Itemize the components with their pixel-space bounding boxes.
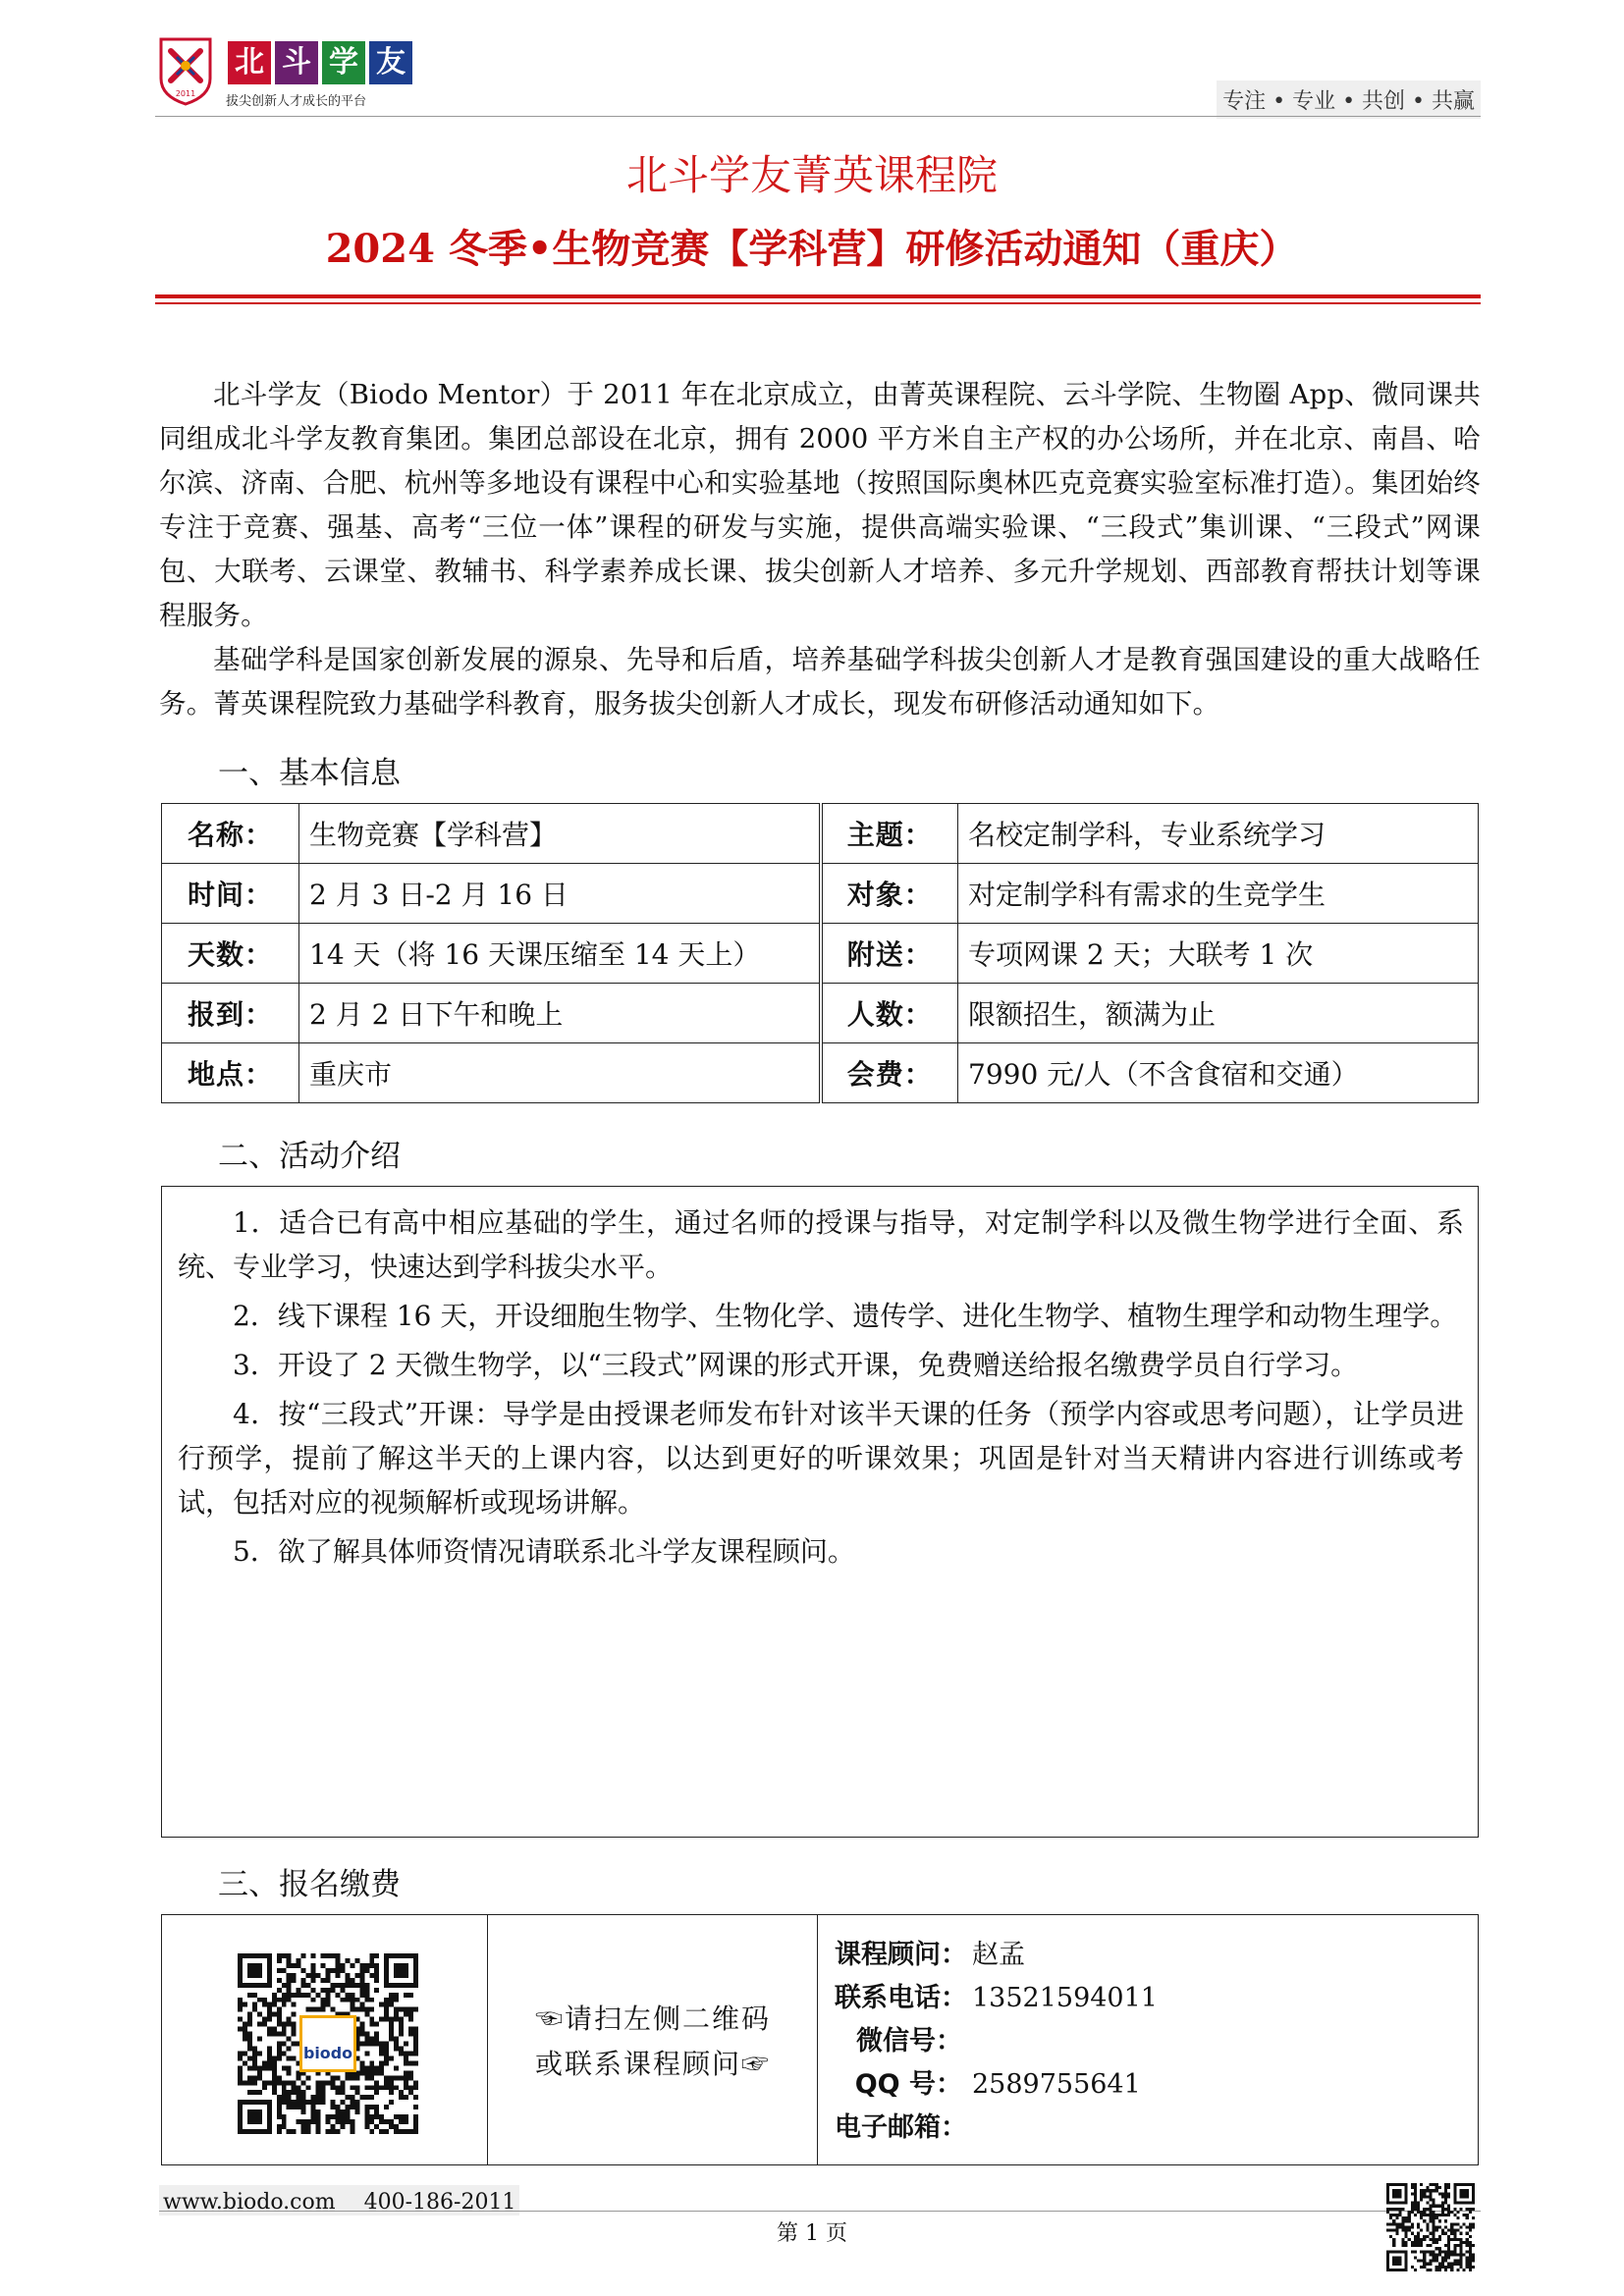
logo-char: 斗 [275, 41, 318, 84]
signup-qr-code-icon[interactable] [238, 1953, 418, 2134]
activity-item: 2．线下课程 16 天，开设细胞生物学、生物化学、遗传学、进化生物学、植物生理学和动物生理学。 [233, 1300, 1458, 1332]
page-number: 第 1 页 [777, 2221, 847, 2246]
logo [155, 31, 406, 110]
info-label: 会费： [821, 1043, 958, 1103]
info-label: 时间： [162, 864, 299, 924]
info-label: 名称： [162, 804, 299, 864]
scan-instruction [491, 1997, 815, 2087]
info-value: 生物竞赛【学科营】 [299, 804, 821, 864]
contact-qq [835, 2063, 1463, 2107]
section-heading-activity: 二、活动介绍 [218, 1139, 401, 1174]
info-value: 2 月 2 日下午和晚上 [299, 984, 821, 1043]
title-rule-thin [155, 302, 1481, 304]
info-label: 报到： [162, 984, 299, 1043]
footer-qr-code-icon[interactable] [1386, 2183, 1475, 2271]
footer-website-phone[interactable]: www.biodo.com 400-186-2011 [159, 2185, 519, 2216]
header-divider [155, 116, 1481, 117]
section-heading-signup: 三、报名缴费 [218, 1867, 401, 1902]
info-label: 地点： [162, 1043, 299, 1103]
logo-slogan: 拔尖创新人才成长的平台 [226, 94, 367, 109]
org-title: 北斗学友菁英课程院 [625, 151, 998, 199]
document-title: 2024 冬季•生物竞赛【学科营】研修活动通知（重庆） [325, 226, 1299, 272]
phone-number[interactable]: 13521594011 [972, 1983, 1158, 2013]
logo-year: 2011 [175, 89, 196, 98]
table-row [162, 984, 1479, 1043]
info-label: 人数： [821, 984, 958, 1043]
info-label: 附送： [821, 924, 958, 984]
contact-label: 电子邮箱： [835, 2112, 967, 2143]
basic-info-table [161, 803, 1479, 1103]
header-motto: 专注 • 专业 • 共创 • 共赢 [1217, 80, 1481, 119]
activity-box [161, 1186, 1479, 1838]
activity-item: 1．适合已有高中相应基础的学生，通过名师的授课与指导，对定制学科以及微生物学进行全面、系统、专业学习，快速达到学科拔尖水平。 [178, 1206, 1464, 1283]
logo-char: 友 [369, 41, 412, 84]
contact-label: 联系电话： [835, 1983, 967, 2013]
contact-wechat [835, 2020, 1463, 2063]
info-value: 重庆市 [299, 1043, 821, 1103]
table-row [162, 864, 1479, 924]
logo-wordmark [228, 41, 412, 84]
contact-value: 赵孟 [972, 1940, 1025, 1970]
contact-email [835, 2107, 1463, 2150]
intro-paragraph-1: 北斗学友（Biodo Mentor）于 2011 年在北京成立，由菁英课程院、云斗学院、生物圈 App、微同课共同组成北斗学友教育集团。集团总部设在北京，拥有 2000 平方米自主产权的办公场所，并在北京、南昌、哈尔滨、济南、合肥、杭州等多地设有课程中心和实验基地（按照国际奥林匹克竞赛实验室标准打造）。集团始终专注于竞赛、强基、高考“三位一体”课程的研发与实施，提供高端实验课、“三段式”集训课、“三段式”网课包、大联考、云课堂、教辅书、科学素养成长课、拔尖创新人才培养、多元升学规划、西部教育帮扶计划等课程服务。 [159, 379, 1481, 631]
activity-item: 3．开设了 2 天微生物学，以“三段式”网课的形式开课，免费赠送给报名缴费学员自行学习。 [233, 1349, 1359, 1381]
intro-paragraph-2: 基础学科是国家创新发展的源泉、先导和后盾，培养基础学科拔尖创新人才是教育强国建设的重大战略任务。菁英课程院致力基础学科教育，服务拔尖创新人才成长，现发布研修活动通知如下。 [159, 644, 1481, 720]
scan-instruction-line: ☜请扫左侧二维码 [534, 2002, 771, 2035]
contact-label: 课程顾问： [835, 1940, 967, 1970]
contact-label: QQ 号： [854, 2069, 962, 2100]
signup-divider [817, 1914, 818, 2165]
info-value: 限额招生，额满为止 [958, 984, 1479, 1043]
contact-phone [835, 1977, 1463, 2020]
info-label: 对象： [821, 864, 958, 924]
scan-instruction-line: 或联系课程顾问☞ [534, 2048, 771, 2080]
info-value: 7990 元/人（不含食宿和交通） [958, 1043, 1479, 1103]
section-heading-basic-info: 一、基本信息 [218, 756, 401, 791]
logo-emblem-icon [155, 35, 216, 106]
info-value: 对定制学科有需求的生竞学生 [958, 864, 1479, 924]
footer-divider [159, 2211, 1481, 2212]
table-row [162, 804, 1479, 864]
contact-label: 微信号： [856, 2026, 962, 2056]
info-value: 2 月 3 日-2 月 16 日 [299, 864, 821, 924]
info-value: 14 天（将 16 天课压缩至 14 天上） [299, 924, 821, 984]
logo-char: 北 [228, 41, 271, 84]
info-value: 名校定制学科，专业系统学习 [958, 804, 1479, 864]
qr-brand-label: biodo [302, 2043, 353, 2062]
contact-info [835, 1934, 1463, 2150]
table-row [162, 1043, 1479, 1103]
info-label: 天数： [162, 924, 299, 984]
contact-value: 2589755641 [972, 2069, 1141, 2100]
contact-advisor [835, 1934, 1463, 1977]
title-rule-thick [155, 294, 1481, 298]
table-row [162, 924, 1479, 984]
logo-char: 学 [322, 41, 365, 84]
info-label: 主题： [821, 804, 958, 864]
info-value: 专项网课 2 天；大联考 1 次 [958, 924, 1479, 984]
signup-divider [487, 1914, 488, 2165]
activity-item: 4．按“三段式”开课：导学是由授课老师发布针对该半天课的任务（预学内容或思考问题），让学员进行预学，提前了解这半天的上课内容，以达到更好的听课效果；巩固是针对当天精讲内容进行训练或考试，包括对应的视频解析或现场讲解。 [178, 1398, 1464, 1519]
activity-item: 5．欲了解具体师资情况请联系北斗学友课程顾问。 [233, 1535, 855, 1568]
